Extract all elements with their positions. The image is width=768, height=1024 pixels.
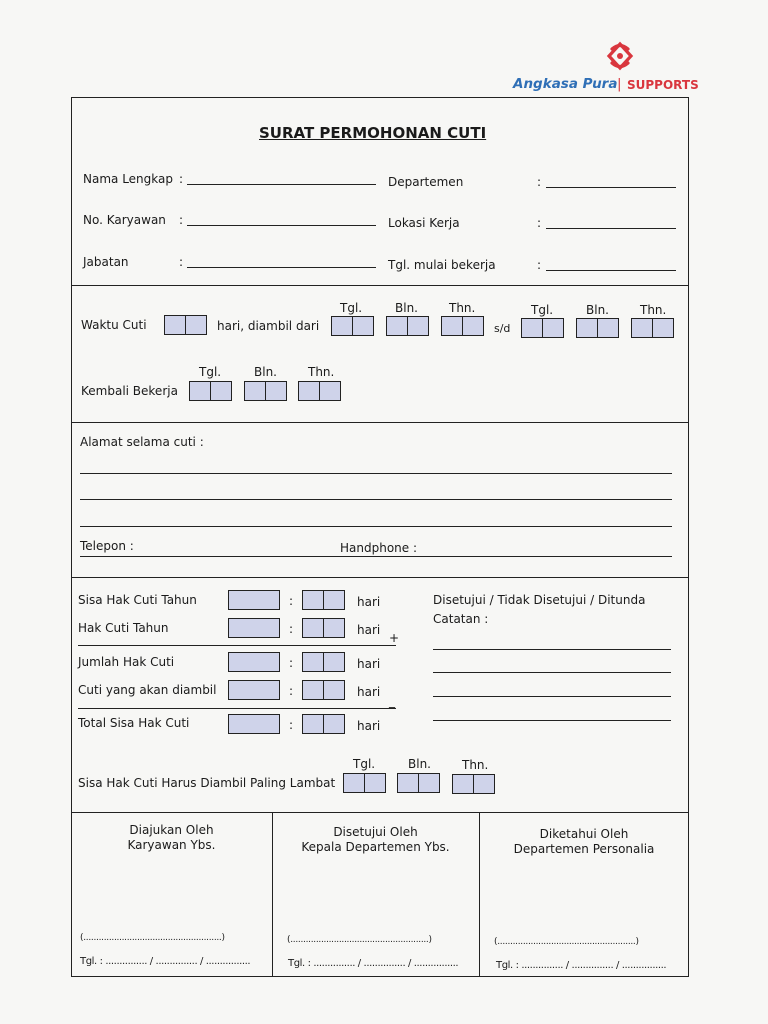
thn-header: Thn. [640, 303, 667, 317]
signature-block-personalia [479, 827, 689, 857]
logo-name: Angkasa Pura [513, 76, 618, 92]
colon: : [289, 684, 294, 698]
paling-lambat-label: Sisa Hak Cuti Harus Diambil Paling Lambat [78, 776, 336, 790]
no-karyawan-label: No. Karyawan [83, 213, 166, 227]
thn-header: Thn. [449, 301, 476, 315]
section-divider [71, 577, 689, 578]
signature-date-field[interactable]: Tgl. : ............... / ............... / ................ [288, 958, 459, 969]
catatan-field-line-1[interactable] [433, 649, 671, 650]
colon: : [289, 594, 294, 608]
signature-date-field[interactable]: Tgl. : ............... / ............... / ................ [80, 956, 251, 967]
colon: : [179, 172, 184, 186]
jabatan-label: Jabatan [83, 255, 129, 269]
hari-diambil-dari-label: hari, diambil dari [217, 319, 320, 333]
hak-tahun-days-input[interactable] [302, 618, 345, 638]
sum-line [78, 645, 396, 646]
colon: : [537, 258, 542, 272]
return-month-input[interactable] [244, 381, 287, 401]
kembali-bekerja-label: Kembali Bekerja [81, 384, 178, 398]
hak-tahun-year-input[interactable] [228, 618, 280, 638]
thn-header: Thn. [308, 365, 335, 379]
sisa-tahun-year-input[interactable] [228, 590, 280, 610]
plus-sign: + [389, 631, 400, 645]
deadline-year-input[interactable] [452, 774, 495, 794]
akan-diambil-year-input[interactable] [228, 680, 280, 700]
signature-title: Diajukan Oleh [129, 823, 214, 837]
approval-status-label: Disetujui / Tidak Disetujui / Ditunda [433, 593, 646, 607]
colon: : [179, 255, 184, 269]
end-month-input[interactable] [576, 318, 619, 338]
return-day-input[interactable] [189, 381, 232, 401]
logo-divider: | [617, 76, 622, 92]
minus-sign: _ [389, 694, 395, 708]
bln-header: Bln. [408, 757, 431, 771]
total-sisa-hak-cuti-label: Total Sisa Hak Cuti [78, 716, 190, 730]
signature-subtitle: Departemen Personalia [513, 842, 655, 856]
bln-header: Bln. [254, 365, 277, 379]
deadline-day-input[interactable] [343, 773, 386, 793]
catatan-field-line-3[interactable] [433, 696, 671, 697]
catatan-field-line-2[interactable] [433, 672, 671, 673]
section-divider [71, 285, 689, 286]
start-year-input[interactable] [441, 316, 484, 336]
hari-label: hari [357, 595, 381, 609]
section-divider [71, 422, 689, 423]
signature-block-kepala-departemen [272, 825, 479, 855]
tgl-header: Tgl. [531, 303, 554, 317]
akan-diambil-days-input[interactable] [302, 680, 345, 700]
logo-suffix: SUPPORTS [627, 78, 699, 92]
waktu-cuti-label: Waktu Cuti [81, 318, 147, 332]
jumlah-days-input[interactable] [302, 652, 345, 672]
signature-name-field[interactable]: (......................................................) [80, 933, 225, 943]
signature-block-karyawan [71, 823, 272, 853]
bln-header: Bln. [395, 301, 418, 315]
tgl-mulai-bekerja-field[interactable] [546, 270, 676, 271]
signature-title: Diketahui Oleh [539, 827, 629, 841]
alamat-field-line-1[interactable] [80, 473, 672, 474]
start-day-input[interactable] [331, 316, 374, 336]
signature-date-field[interactable]: Tgl. : ............... / ............... / ................ [496, 960, 667, 971]
nama-lengkap-label: Nama Lengkap [83, 172, 173, 186]
alamat-label: Alamat selama cuti : [80, 435, 204, 449]
no-karyawan-field[interactable] [187, 225, 376, 226]
tgl-header: Tgl. [340, 301, 363, 315]
colon: : [289, 656, 294, 670]
sisa-tahun-days-input[interactable] [302, 590, 345, 610]
tgl-header: Tgl. [199, 365, 222, 379]
colon: : [289, 718, 294, 732]
jumlah-hak-cuti-label: Jumlah Hak Cuti [78, 655, 175, 669]
lokasi-kerja-label: Lokasi Kerja [388, 216, 460, 230]
nama-lengkap-field[interactable] [187, 184, 376, 185]
deadline-month-input[interactable] [397, 773, 440, 793]
colon: : [289, 622, 294, 636]
start-month-input[interactable] [386, 316, 429, 336]
tgl-mulai-bekerja-label: Tgl. mulai bekerja [388, 258, 496, 272]
tgl-header: Tgl. [353, 757, 376, 771]
sisa-hak-cuti-tahun-label: Sisa Hak Cuti Tahun [78, 593, 197, 607]
signature-name-field[interactable]: (......................................................) [494, 937, 639, 947]
bln-header: Bln. [586, 303, 609, 317]
catatan-field-line-4[interactable] [433, 720, 671, 721]
departemen-field[interactable] [546, 187, 676, 188]
end-year-input[interactable] [631, 318, 674, 338]
signature-title: Disetujui Oleh [333, 825, 418, 839]
cuti-akan-diambil-label: Cuti yang akan diambil [78, 683, 217, 697]
hari-label: hari [357, 623, 381, 637]
hari-label: hari [357, 657, 381, 671]
difference-line [78, 708, 396, 709]
angkasa-pura-logo-icon [601, 40, 639, 74]
total-days-input[interactable] [302, 714, 345, 734]
telepon-handphone-field[interactable] [80, 556, 672, 557]
departemen-label: Departemen [388, 175, 464, 189]
thn-header: Thn. [462, 758, 489, 772]
colon: : [179, 213, 184, 227]
waktu-cuti-days-input[interactable] [164, 315, 207, 335]
lokasi-kerja-field[interactable] [546, 228, 676, 229]
handphone-label: Handphone : [340, 541, 418, 555]
end-day-input[interactable] [521, 318, 564, 338]
section-divider [71, 812, 689, 813]
catatan-label: Catatan : [433, 612, 489, 626]
colon: : [537, 216, 542, 230]
jumlah-year-input[interactable] [228, 652, 280, 672]
hari-label: hari [357, 685, 381, 699]
form-title: SURAT PERMOHONAN CUTI [259, 124, 487, 142]
jabatan-field[interactable] [187, 267, 376, 268]
total-year-input[interactable] [228, 714, 280, 734]
colon: : [537, 175, 542, 189]
sd-label: s/d [494, 322, 511, 335]
telepon-label: Telepon : [80, 539, 134, 553]
return-year-input[interactable] [298, 381, 341, 401]
alamat-field-line-3[interactable] [80, 526, 672, 527]
signature-subtitle: Kepala Departemen Ybs. [301, 840, 450, 854]
signature-name-field[interactable]: (......................................................) [287, 935, 432, 945]
signature-subtitle: Karyawan Ybs. [127, 838, 216, 852]
hak-cuti-tahun-label: Hak Cuti Tahun [78, 621, 169, 635]
alamat-field-line-2[interactable] [80, 499, 672, 500]
hari-label: hari [357, 719, 381, 733]
